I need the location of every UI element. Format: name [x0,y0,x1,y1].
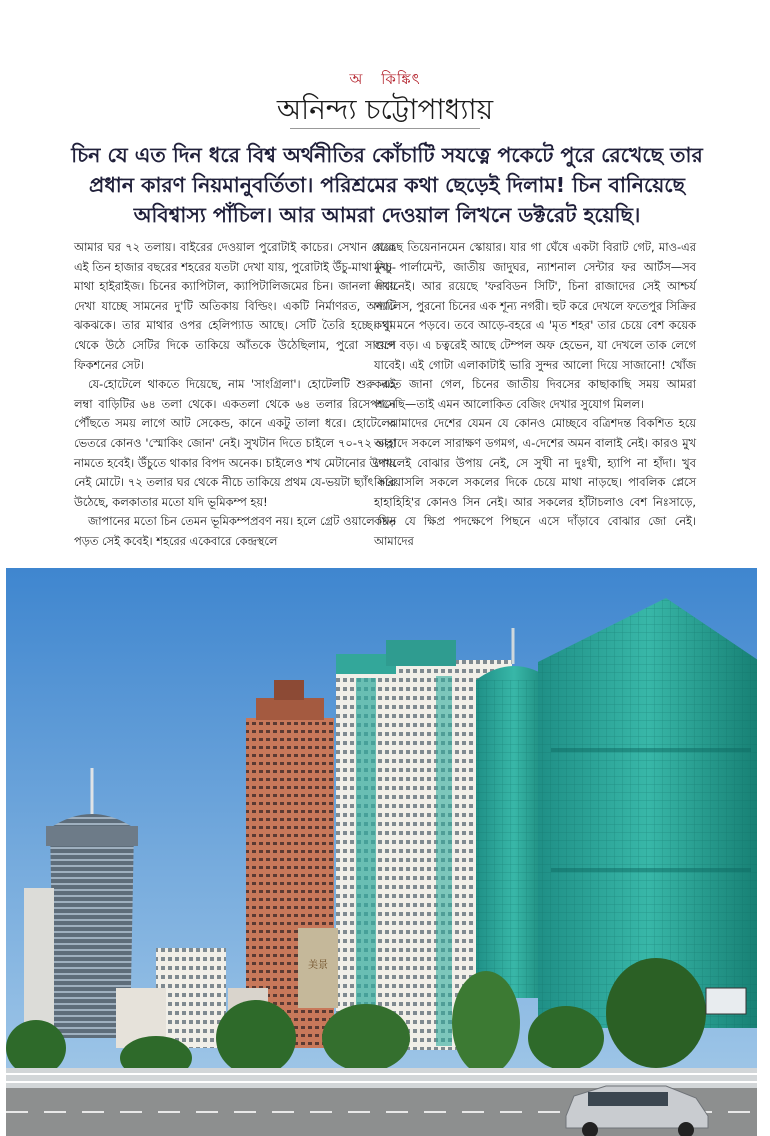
article-column-left [74,238,396,552]
low-building [156,948,226,1048]
kicker-title: কিঙ্কিৎ [381,70,421,88]
paragraph: আমাদের দেশের যেমন যে কোনও মোচ্ছবে বত্রিশদন্ত বিকশিত হয়ে আহ্লাদে সকলে সারাক্ষণ ডগমগ, এ-দেশের অমন বালাই নেই। কারও মুখ দেখলেই বোঝার উপায় নেই, সে সুখী না দুঃখী, হ্যাপি না হাঁদা। খুব সিরিয়াসলি সকলে সকলের দিকে চেয়ে মাথা নাড়ছে। পাবলিক প্লেসে হাহাহিহি'র কোনও সিন নেই। আর সকলের হাঁটাচলাও বেশ নিঃসাড়ে, কখন যে ক্ষিপ্র পদক্ষেপে পিছনে এসে দাঁড়াবে বোঝার জো নেই। আমাদের [374,416,696,548]
road-sign [706,988,746,1014]
paragraph: রয়েছে তিয়েনানমেন স্কোয়ার। যার গা ঘেঁষে একটা বিরাট গেট, মাও-এর মুখ। পার্লামেন্ট, জাতীয় জাদুঘর, ন্যাশনাল সেন্টার ফর আর্টস—সব এখানেই। আর রয়েছে 'ফরবিডন সিটি', চিনা রাজাদের সেই আশ্চর্য প্যালেস, পুরনো চিনের এক শূন্য নগরী। হুট করে দেখলে ফতেপুর সিক্রির কথা মনে পড়বে। তবে আড়ে-বহরে এ 'মৃত শহর' তার চেয়ে বেশ কয়েক গুণে বড়। এ চত্বরেই আছে টেম্পল অফ হেভেন, যা দেখলে তাক লেগে যাবেই। এই গোটা এলাকাটাই ভারি সুন্দর আলো দিয়ে সাজানো! খোঁজ করতে জানা গেল, চিনের জাতীয় দিবসের কাছাকাছি সময় আমরা এসেছি—তাই এমন আলোকিত বেজিং দেখার সুযোগ মিলল। [374,240,696,411]
standfirst: চিন যে এত দিন ধরে বিশ্ব অর্থনীতির কোঁচাটি সযত্নে পকেটে পুরে রেখেছে তার প্রধান কারণ নিয়মানুবর্তিতা। পরিশ্রমের কথা ছেড়েই দিলাম! চিন বানিয়েছে অবিশ্বাস্য পাঁচিল। আর আমরা দেওয়াল লিখনে ডক্টরেট হয়েছি। [71,143,703,227]
roadside-railing [6,1068,757,1088]
paragraph: যে-হোটেলে থাকতে দিয়েছে, নাম 'সাংগ্রিলা'। হোটেলটি শুরু এই লম্বা বাড়িটির ৬৪ তলা থেকে। একতলা থেকে ৬৪ তলার রিসেপশনে পৌঁছতে সময় লাগে আট সেকেন্ড, কানে একটু তালা ধরে। হোটেলের ভেতরে কোনও 'স্মোকিং জোন' নেই। সুখটান দিতে চাইলে ৭০-৭২ তলা নামতে হবেই। উঁচুতে থাকার বিপদ অনেক। চাইলেও শখ মেটানোর উপায় নেই মোটে। ৭২ তলার ঘর থেকে নীচে তাকিয়ে প্রথম যে-ভয়টা ছ্যাঁৎ করে উঠেছে, কলকাতার মতো যদি ভূমিকম্প হয়! [74,377,396,509]
article-column-right [374,238,696,552]
author-name: অনিন্দ্য চট্টোপাধ্যায় [276,93,494,126]
divider [290,128,480,129]
city-skyline-photo [6,568,757,1136]
low-building [24,888,54,1038]
building-sign [298,928,338,1008]
paragraph: জাপানের মতো চিন তেমন ভূমিকম্পপ্রবণ নয়। হলে গ্রেট ওয়ালে চিড় পড়ত সেই কবেই। শহরের একেবারে কেন্দ্রস্থলে [74,514,396,548]
kicker-letter: অ [349,70,364,88]
paragraph: আমার ঘর ৭২ তলায়। বাইরের দেওয়াল পুরোটাই কাচের। সেখান থেকে এই তিন হাজার বছরের শহরের যতটা দেখা যায়, পুরোটাই উঁচু-মাথা নিচু-মাথা হাইরাইজ। চিনের ক্যাপিটাল, ক্যাপিটালিজমের চিন। জানলা দিয়ে দেখা যাচ্ছে সামনের দু'টি অতিকায় বিল্ডিং। একটি নির্মাণরত, অন্যটি ঝকঝকে। তার মাথার ওপর হেলিপ্যাড আছে। সেটি তৈরি হচ্ছে। ঘুম থেকে উঠে সেটির দিকে তাকিয়ে আঁতকে উঠেছিলাম, পুরো সায়েন্স ফিকশনের সেট। [74,240,396,372]
sign-text: 美景 [308,960,328,971]
